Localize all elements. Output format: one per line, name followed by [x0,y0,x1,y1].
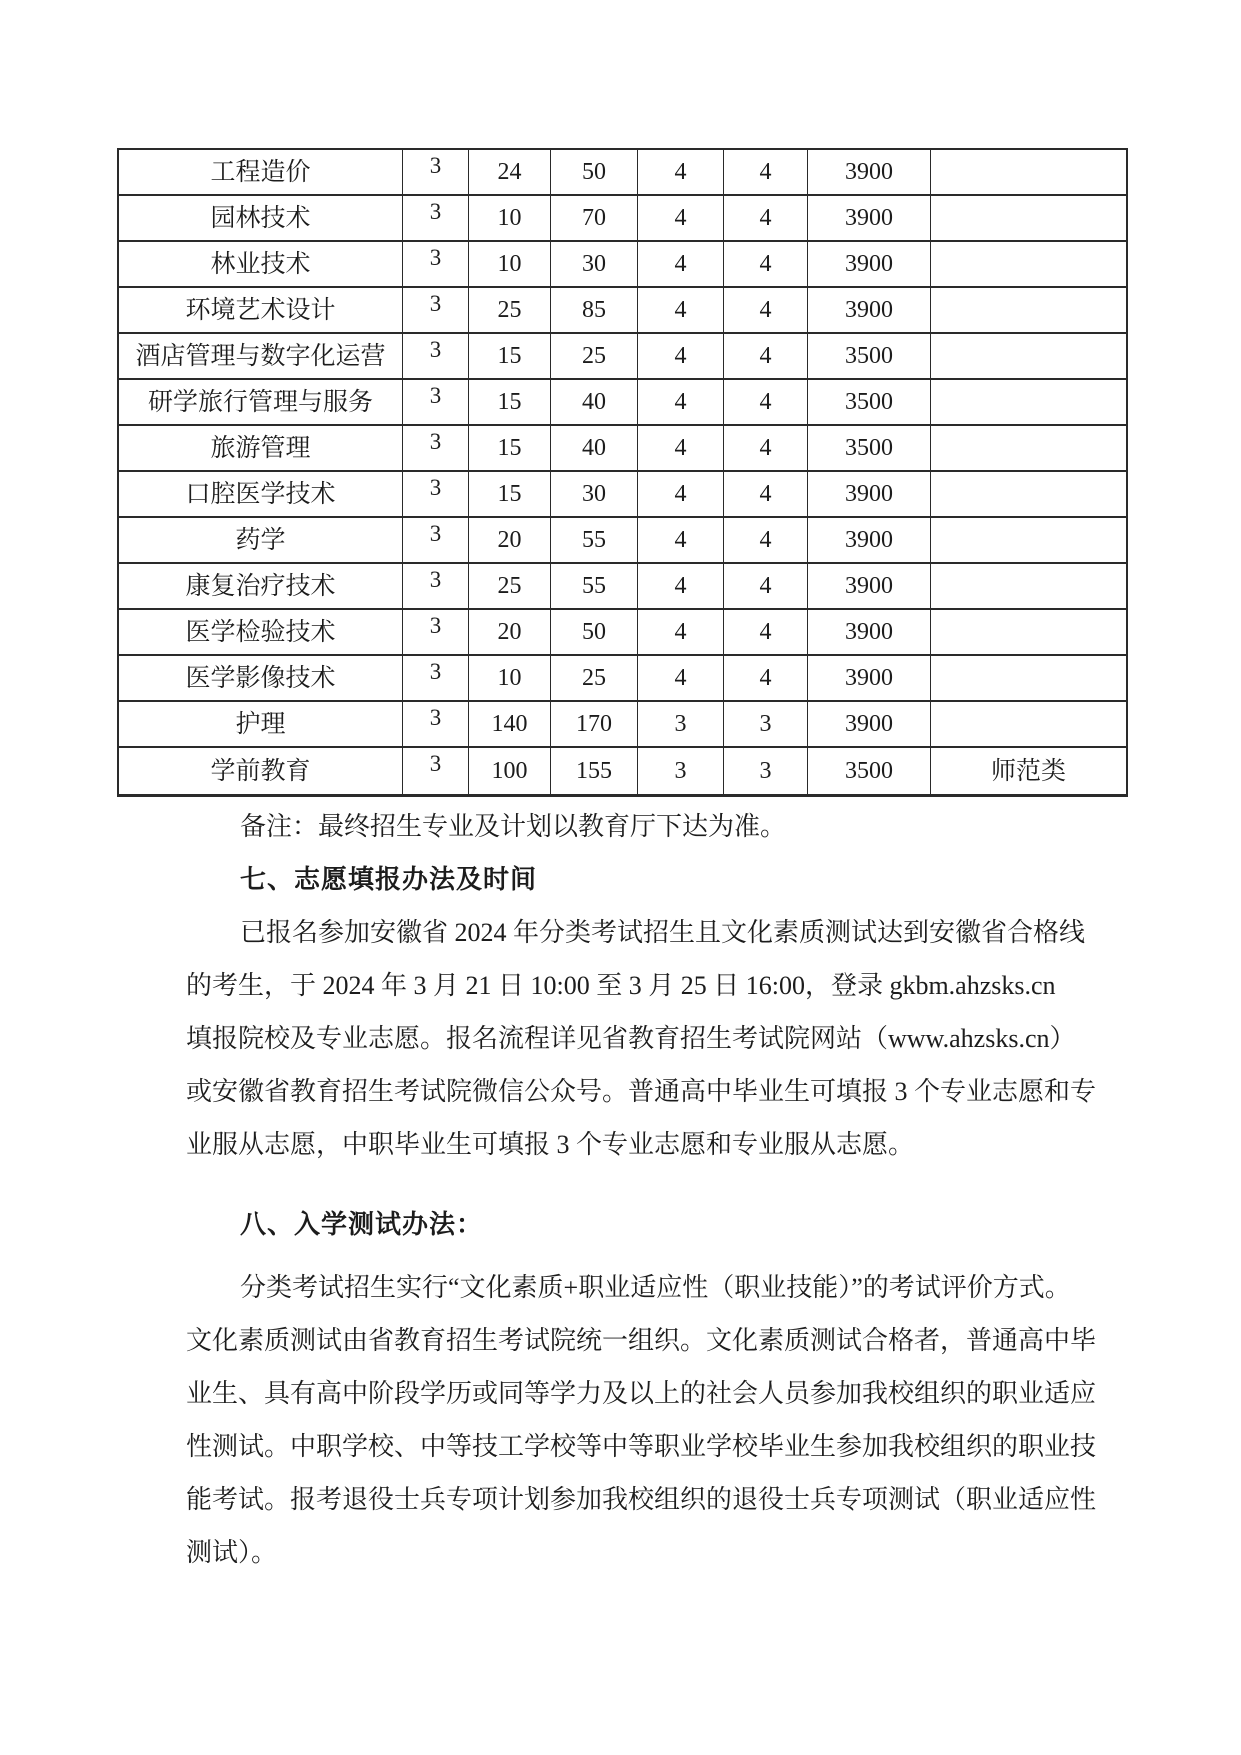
table-cell: 药学 [119,518,403,562]
table-cell: 学前教育 [119,748,403,794]
table-cell: 3900 [808,610,931,654]
table-row [119,334,1126,380]
table-cell: 4 [724,656,808,700]
table-cell [931,518,1126,562]
table-cell [931,472,1126,516]
paragraph-line: 测试）。 [186,1538,278,1567]
table-row [119,748,1126,794]
table-row [119,380,1126,426]
table-cell: 3 [403,748,469,794]
table-cell: 4 [724,288,808,332]
table-cell: 3 [403,196,469,240]
table-cell: 酒店管理与数字化运营 [119,334,403,378]
table-cell: 4 [638,334,724,378]
table-cell: 3 [638,702,724,746]
section8-paragraph [186,1261,1128,1579]
table-cell: 24 [469,150,551,194]
table-cell: 林业技术 [119,242,403,286]
table-cell: 3500 [808,426,931,470]
table-cell: 4 [724,196,808,240]
section7-heading: 七、志愿填报办法及时间 [240,864,538,894]
table-cell: 170 [551,702,638,746]
table-cell: 4 [638,288,724,332]
table-cell: 55 [551,518,638,562]
table-cell: 研学旅行管理与服务 [119,380,403,424]
table-cell: 旅游管理 [119,426,403,470]
table-cell: 4 [724,242,808,286]
table-cell: 100 [469,748,551,794]
table-cell: 4 [638,380,724,424]
table-cell: 口腔医学技术 [119,472,403,516]
table-note: 备注：最终招生专业及计划以教育厅下达为准。 [240,812,787,841]
table-cell: 50 [551,150,638,194]
table-cell: 15 [469,426,551,470]
table-cell: 3 [403,150,469,194]
table-cell: 25 [551,656,638,700]
table-cell: 55 [551,564,638,608]
section7-paragraph [186,906,1128,1171]
paragraph-line: 填报院校及专业志愿。报名流程详见省教育招生考试院网站（www.ahzsks.cn） [186,1024,1076,1053]
table-cell [931,288,1126,332]
table-cell: 140 [469,702,551,746]
table-cell: 4 [638,610,724,654]
table-cell: 4 [638,564,724,608]
table-cell: 15 [469,380,551,424]
table-row [119,426,1126,472]
table-cell: 3900 [808,518,931,562]
table-cell: 25 [551,334,638,378]
paragraph-line: 的考生，于 2024 年 3 月 21 日 10:00 至 3 月 25 日 16:00，登录 gkbm.ahzsks.cn [186,971,1056,1000]
table-cell: 3900 [808,288,931,332]
table-cell: 护理 [119,702,403,746]
table-cell: 3 [403,334,469,378]
table-cell: 3 [403,242,469,286]
table-cell [931,610,1126,654]
table-cell [931,196,1126,240]
table-cell: 4 [724,610,808,654]
table-cell: 4 [724,426,808,470]
table-cell: 4 [724,380,808,424]
table-row [119,196,1126,242]
table-cell: 85 [551,288,638,332]
table-cell: 3500 [808,748,931,794]
table-cell: 15 [469,334,551,378]
table-cell: 3900 [808,242,931,286]
table-cell: 4 [638,518,724,562]
paragraph-line: 文化素质测试由省教育招生考试院统一组织。文化素质测试合格者，普通高中毕 [186,1326,1097,1355]
table-cell: 4 [638,196,724,240]
table-row [119,150,1126,196]
paragraph-line: 性测试。中职学校、中等技工学校等中等职业学校毕业生参加我校组织的职业技 [186,1432,1097,1461]
table-cell: 10 [469,196,551,240]
paragraph-line: 已报名参加安徽省 2024 年分类考试招生且文化素质测试达到安徽省合格线 [240,918,1086,947]
table-cell: 25 [469,288,551,332]
table-cell: 园林技术 [119,196,403,240]
table-cell [931,564,1126,608]
table-cell: 4 [724,472,808,516]
table-cell: 4 [724,150,808,194]
section8-heading: 八、入学测试办法： [240,1209,484,1239]
table-cell: 70 [551,196,638,240]
table-cell: 3900 [808,196,931,240]
table-cell: 医学影像技术 [119,656,403,700]
table-row [119,656,1126,702]
table-cell: 20 [469,610,551,654]
table-cell: 4 [638,472,724,516]
table-cell: 30 [551,472,638,516]
table-cell: 师范类 [990,757,1066,785]
table-cell: 3900 [808,656,931,700]
table-cell: 3 [724,748,808,794]
table-cell: 3 [403,380,469,424]
table-cell: 3900 [808,702,931,746]
table-cell [931,242,1126,286]
table-cell: 3 [403,564,469,608]
table-cell: 3 [724,702,808,746]
table-row [119,288,1126,334]
table-cell: 4 [724,564,808,608]
paragraph-line: 或安徽省教育招生考试院微信公众号。普通高中毕业生可填报 3 个专业志愿和专 [186,1077,1097,1106]
table-cell: 40 [551,380,638,424]
table-cell [931,426,1126,470]
table-cell: 康复治疗技术 [119,564,403,608]
table-cell: 工程造价 [119,150,403,194]
table-cell [931,656,1126,700]
table-cell: 3 [403,656,469,700]
table-row [119,472,1126,518]
table-cell: 3 [638,748,724,794]
table-cell: 4 [724,518,808,562]
table-cell: 4 [638,426,724,470]
table-cell: 3 [403,702,469,746]
table-cell: 3900 [808,150,931,194]
table-cell: 3 [403,472,469,516]
table-cell [931,380,1126,424]
table-row [119,702,1126,748]
table-cell: 155 [551,748,638,794]
table-row [119,518,1126,564]
paragraph-line: 能考试。报考退役士兵专项计划参加我校组织的退役士兵专项测试（职业适应性 [186,1485,1097,1514]
table-cell: 4 [724,334,808,378]
table-cell: 3500 [808,380,931,424]
table-cell [931,702,1126,746]
table-row [119,610,1126,656]
paragraph-line: 业服从志愿，中职毕业生可填报 3 个专业志愿和专业服从志愿。 [186,1130,915,1159]
table-cell: 4 [638,150,724,194]
enrollment-plan-table [117,148,1128,797]
table-cell: 40 [551,426,638,470]
table-cell: 10 [469,242,551,286]
table-cell: 3900 [808,564,931,608]
table-row [119,564,1126,610]
table-cell: 10 [469,656,551,700]
table-row [119,242,1126,288]
table-cell [931,150,1126,194]
table-cell: 20 [469,518,551,562]
paragraph-line: 业生、具有高中阶段学历或同等学力及以上的社会人员参加我校组织的职业适应 [186,1379,1097,1408]
table-cell: 3 [403,518,469,562]
table-cell: 4 [638,656,724,700]
table-cell: 3 [403,288,469,332]
table-cell: 3500 [808,334,931,378]
table-cell: 环境艺术设计 [119,288,403,332]
table-cell: 25 [469,564,551,608]
table-cell: 医学检验技术 [119,610,403,654]
paragraph-line: 分类考试招生实行“文化素质+职业适应性（职业技能）”的考试评价方式。 [240,1273,1071,1302]
table-cell: 3900 [808,472,931,516]
table-cell: 4 [638,242,724,286]
table-cell: 3 [403,610,469,654]
table-cell: 15 [469,472,551,516]
table-cell: 50 [551,610,638,654]
table-cell: 3 [403,426,469,470]
table-cell: 30 [551,242,638,286]
table-cell [931,334,1126,378]
